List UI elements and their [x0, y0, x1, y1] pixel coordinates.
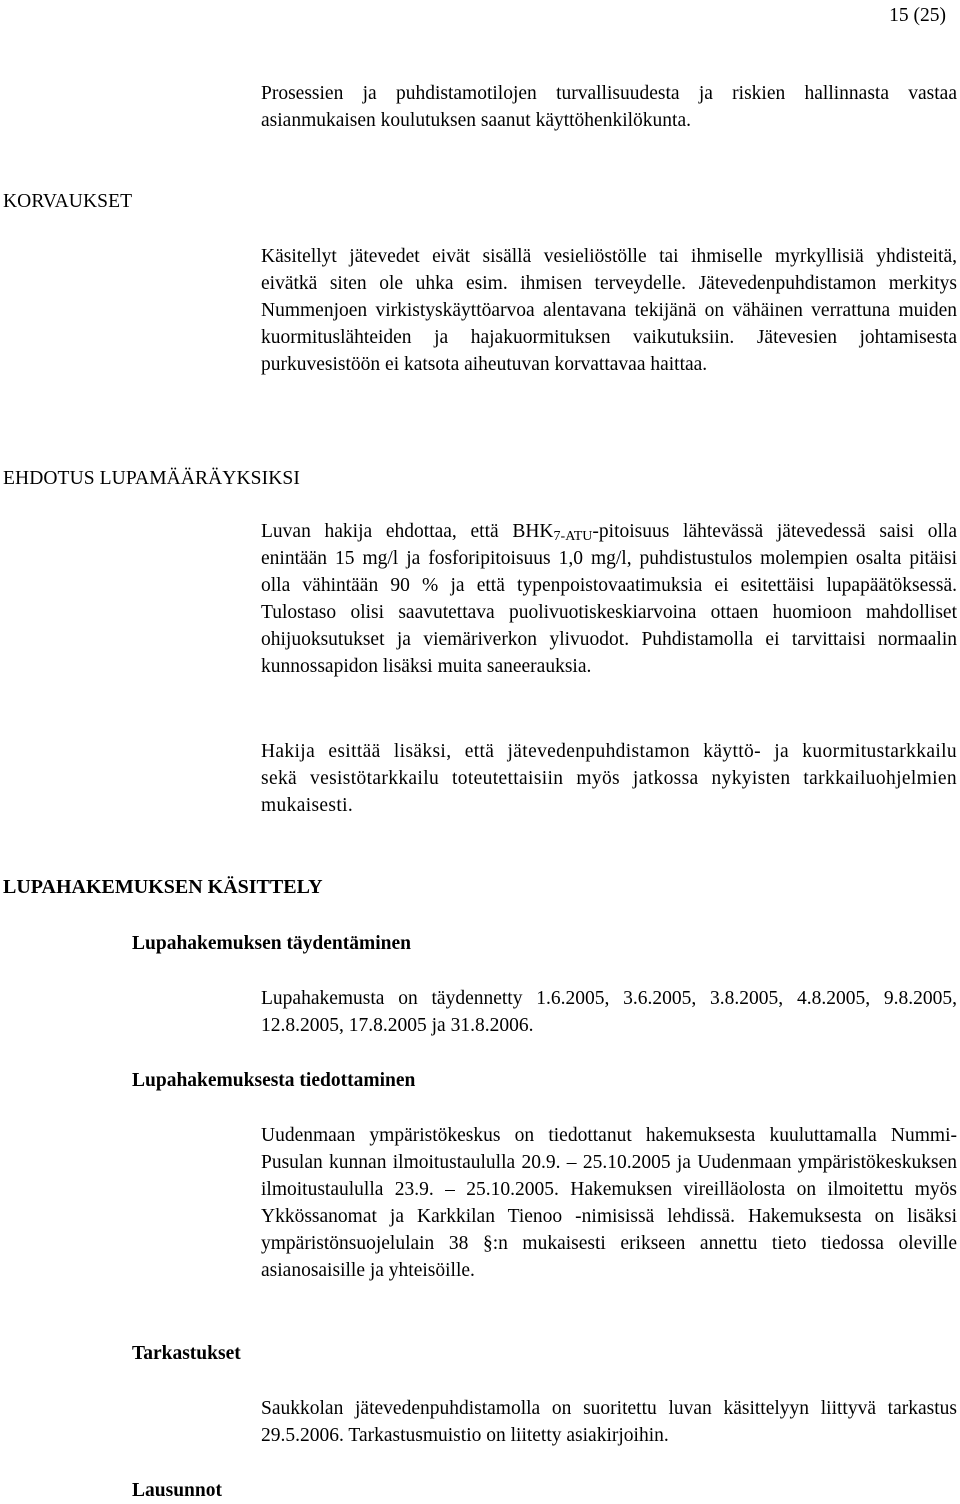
ehdotus-paragraph-1 [261, 518, 957, 680]
tarkastukset-paragraph: Saukkolan jätevedenpuhdistamolla on suoritettu luvan käsittelyyn liittyvä tarkastus 29.5.2006. Tarkastusmuistio on liitetty asiakirjoihin. [261, 1398, 957, 1446]
section-heading-kasittely: LUPAHAKEMUKSEN KÄSITTELY [3, 876, 323, 898]
page-number: 15 (25) [889, 5, 946, 26]
ehdotus-paragraph-2: Hakija esittää lisäksi, että jätevedenpuhdistamon käyttö- ja kuormitustarkkailu sekä vesistötarkkailu toteutettaisiin myös jatkossa nykyisten tarkkailuohjelmien mukaisesti. [261, 741, 957, 816]
ehdotus-text-start: Luvan hakija ehdottaa, että BHK [261, 521, 554, 542]
ehdotus-text-rest: -pitoisuus lähtevässä jätevedessä saisi olla enintään 15 mg/l ja fosforipitoisuus 1,0 mg/l, puhdistustulos molempien osalta pitäisi olla vähintään 90 % ja että typenpoistovaatimuksia ei esitettäisi lupapäätöksessä. Tulostaso olisi saavutettava puolivuotiskeskiarvoina ottaen huomioon mahdolliset ohijuoksutukset ja viemäriverkon ylivuodot. Puhdistamolla ei tarvittaisi normaalin kunnossapidon lisäksi muita saneerauksia. [261, 521, 957, 677]
taydentaminen-paragraph: Lupahakemusta on täydennetty 1.6.2005, 3.6.2005, 3.8.2005, 4.8.2005, 9.8.2005, 12.8.2005, 17.8.2005 ja 31.8.2006. [261, 988, 957, 1036]
korvaukset-paragraph: Käsitellyt jätevedet eivät sisällä vesieliöstölle tai ihmiselle myrkyllisiä yhdisteitä, eivätkä siten ole uhka esim. ihmisen terveydelle. Jätevedenpuhdistamon merkitys Nummenjoen virkistyskäyttöarvoa alentavana tekijänä on vähäinen verrattuna muiden kuormituslähteiden ja hajakuormituksen vaikutuksiin. Jätevesien johtamisesta purkuvesistöön ei katsota aiheutuvan korvattavaa haittaa. [261, 246, 957, 375]
intro-paragraph: Prosessien ja puhdistamotilojen turvallisuudesta ja riskien hallinnasta vastaa asianmukaisen koulutuksen saanut käyttöhenkilökunta. [261, 83, 957, 131]
section-heading-korvaukset: KORVAUKSET [3, 191, 133, 212]
section-heading-ehdotus: EHDOTUS LUPAMÄÄRÄYKSIKSI [3, 468, 300, 489]
tiedottaminen-paragraph: Uudenmaan ympäristökeskus on tiedottanut hakemuksesta kuuluttamalla Nummi-Pusulan kunnan ilmoitustaululla 20.9. – 25.10.2005 ja Uudenmaan ympäristökeskuksen ilmoitustaululla 23.9. – 25.10.2005. Hakemuksen vireilläolosta on ilmoitettu myös Ykkössanomat ja Karkkilan Tienoo -nimisissä lehdissä. Hakemuksesta on lisäksi ympäristönsuojelulain 38 §:n mukaisesti erikseen annettu tieto tiedossa oleville asianosaisille ja yhteisöille. [261, 1125, 957, 1281]
subheading-tarkastukset: Tarkastukset [132, 1343, 241, 1364]
subheading-lausunnot: Lausunnot [132, 1480, 222, 1501]
subheading-taydentaminen: Lupahakemuksen täydentäminen [132, 933, 412, 954]
bhk-subscript: 7-ATU [553, 529, 593, 544]
subheading-tiedottaminen: Lupahakemuksesta tiedottaminen [132, 1070, 416, 1091]
